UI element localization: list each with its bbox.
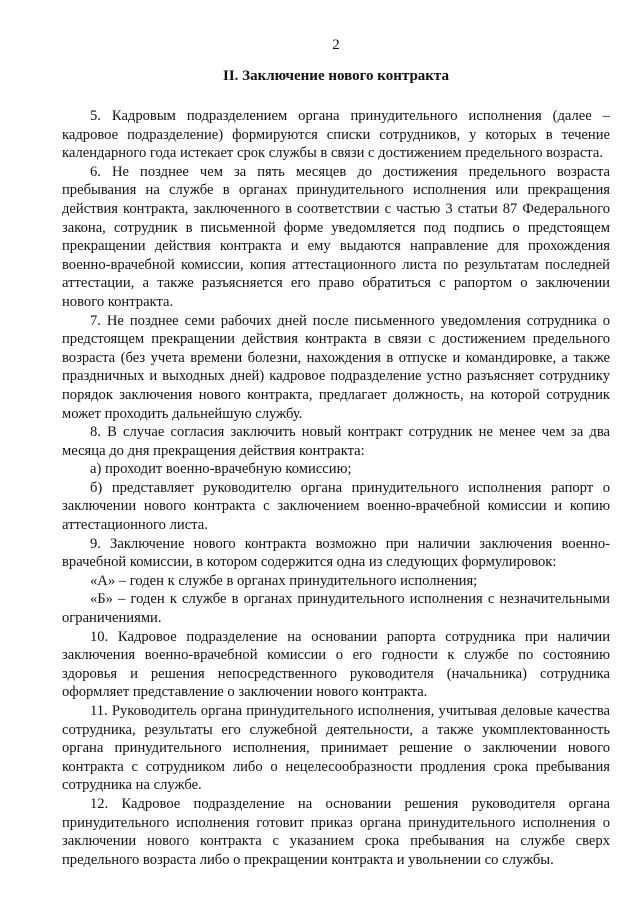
paragraph-11: 11. Руководитель органа принудительного исполнения, учитывая деловые качества сотрудника, результаты его служебной деятельности, а также укомплектованность органа принудительного исполнения, принимает решение о заключении нового контракта с сотрудником либо о нецелесообразности продления срока пребывания сотрудника на службе. bbox=[62, 703, 610, 794]
paragraph-7: 7. Не позднее семи рабочих дней после письменного уведомления сотрудника о предстоящем прекращении действия контракта в связи с достижением предельного возраста (без учета времени болезни, нахождения в отпуске и командировке, а также праздничных и выходных дней) кадровое подразделение устно разъясняет сотруднику порядок заключения нового контракта, предлагает должность, на которой сотрудник может проходить дальнейшую службу. bbox=[62, 312, 610, 422]
section-title: II. Заключение нового контракта bbox=[223, 68, 449, 84]
paragraph-8a: а) проходит военно-врачебную комиссию; bbox=[90, 461, 352, 478]
page-number: 2 bbox=[332, 37, 340, 53]
paragraph-8b: б) представляет руководителю органа принудительного исполнения рапорт о заключении нового контракта с заключением военно-врачебной комиссии и копию аттестационного листа. bbox=[62, 479, 610, 534]
paragraph-5: 5. Кадровым подразделением органа принудительного исполнения (далее – кадровое подразделение) формируются списки сотрудников, у которых в течение календарного года истекает срок службы в связи с достижением предельного возраста. bbox=[62, 108, 610, 162]
paragraph-9: 9. Заключение нового контракта возможно при наличии заключения военно-врачебной комиссии, в котором содержится одна из следующих формулировок: bbox=[62, 535, 610, 571]
paragraph-9-a: «А» – годен к службе в органах принудительного исполнения; bbox=[90, 572, 478, 589]
paragraph-12: 12. Кадровое подразделение на основании решения руководителя органа принудительного исполнения готовит приказ органа принудительного исполнения о заключении нового контракта с указанием срока пребывания на службе сверх предельного возраста либо о прекращении контракта и увольнении со службы. bbox=[62, 795, 610, 868]
paragraph-6: 6. Не позднее чем за пять месяцев до достижения предельного возраста пребывания на службе в органах принудительного исполнения или прекращения действия контракта, заключенного в соответствии с частью 3 статьи 87 Федерального закона, сотрудник в письменной форме уведомляется под подпись о предстоящем прекращении действия контракта и ему выдаются направление для прохождения военно-врачебной комиссии, копия аттестационного листа по результатам последней аттестации, а также разъясняется его право обратиться с рапортом о заключении нового контракта. bbox=[62, 163, 610, 310]
paragraph-8: 8. В случае согласия заключить новый контракт сотрудник не менее чем за два месяца до дня прекращения действия контракта: bbox=[62, 424, 610, 459]
paragraph-10: 10. Кадровое подразделение на основании рапорта сотрудника при наличии заключения военно-врачебной комиссии о его годности к службе по состоянию здоровья и решения непосредственного руководителя (начальника) сотрудника оформляет представление о заключении нового контракта. bbox=[62, 628, 610, 701]
paragraph-9-b: «Б» – годен к службе в органах принудительного исполнения с незначительными ограничениями. bbox=[62, 591, 610, 627]
